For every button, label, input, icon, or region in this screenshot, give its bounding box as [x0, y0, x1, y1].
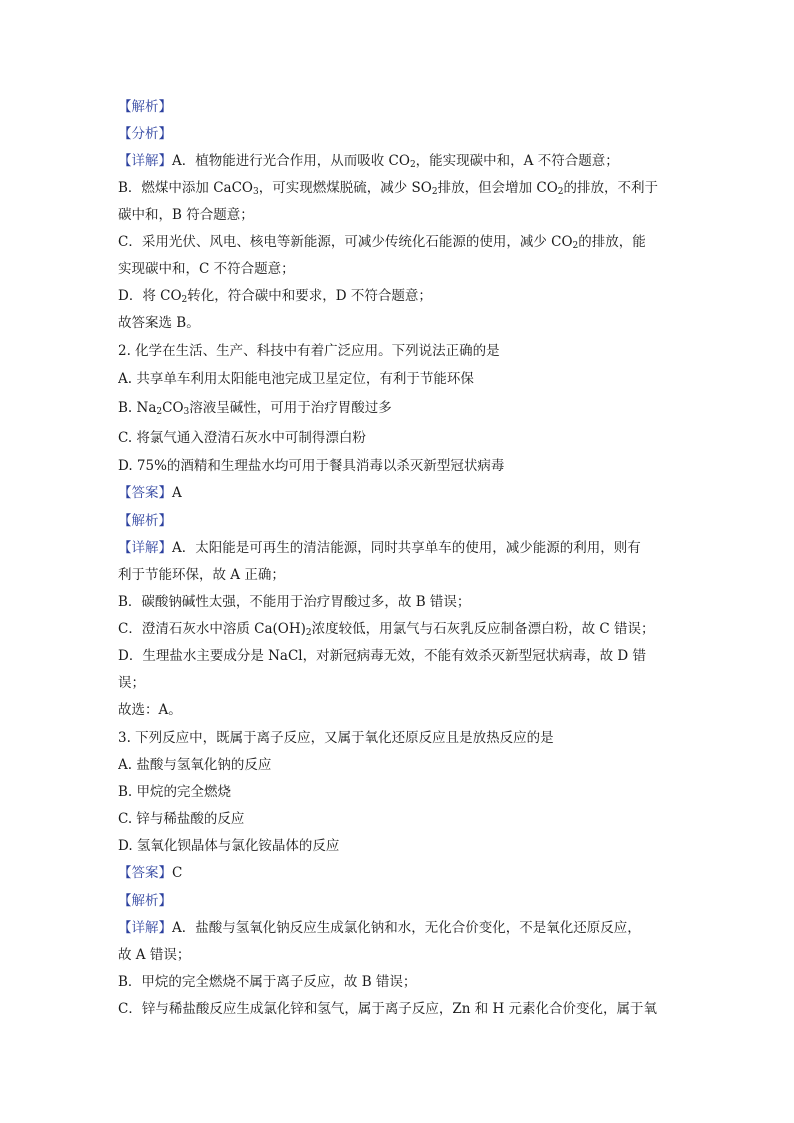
text-segment: C．锌与稀盐酸反应生成氯化锌和氢气，属于离子反应，Zn 和 H 元素化合价变化，属于氧 [118, 1001, 658, 1017]
subscript: 2 [181, 295, 188, 305]
text-segment: B．燃煤中添加 CaCO [118, 180, 253, 196]
text-segment: D. 氢氧化钡晶体与氯化铵晶体的反应 [118, 838, 340, 854]
text-segment: 的排放，不利于 [563, 180, 659, 196]
text-line [118, 700, 688, 720]
text-segment: B. 甲烷的完全燃烧 [118, 784, 232, 800]
section-tag: 【解析】 [118, 513, 172, 529]
text-line [118, 809, 688, 829]
text-segment: 转化，符合碳中和要求，D 不符合题意； [187, 288, 432, 304]
text-line [118, 124, 688, 144]
section-tag: 【答案】 [118, 485, 172, 501]
section-tag: 【详解】 [118, 540, 172, 556]
text-segment: C. 将氯气通入澄清石灰水中可制得漂白粉 [118, 430, 366, 446]
text-line [118, 428, 688, 448]
text-segment: ，能实现碳中和，A 不符合题意； [415, 153, 619, 169]
text-line [118, 728, 688, 748]
text-segment: B．甲烷的完全燃烧不属于离子反应，故 B 错误； [118, 974, 417, 990]
text-segment: C [172, 865, 183, 881]
text-line [118, 863, 688, 883]
text-segment: A. 共享单车利用太阳能电池完成卫星定位，有利于节能环保 [118, 371, 474, 387]
text-line [118, 341, 688, 361]
text-segment: B. Na [118, 400, 157, 416]
subscript: 2 [557, 187, 564, 197]
text-segment: A. 盐酸与氢氧化钠的反应 [118, 757, 272, 773]
text-segment: A．植物能进行光合作用，从而吸收 CO [172, 153, 410, 169]
text-line [118, 178, 688, 198]
section-tag: 【详解】 [118, 920, 172, 936]
text-segment: 3. 下列反应中，既属于离子反应，又属于氧化还原反应且是放热反应的是 [118, 730, 554, 746]
section-tag: 【解析】 [118, 893, 172, 909]
text-line [118, 259, 688, 279]
text-line [118, 511, 688, 531]
subscript: 2 [156, 407, 163, 417]
text-line [118, 205, 688, 225]
text-segment: A．盐酸与氢氧化钠反应生成氯化钠和水，无化合价变化，不是氧化还原反应， [172, 920, 641, 936]
text-segment: D. 75%的酒精和生理盐水均可用于餐具消毒以杀灭新型冠状病毒 [118, 458, 505, 474]
text-segment: ，可实现燃煤脱硫，减少 SO [258, 180, 432, 196]
section-tag: 【详解】 [118, 153, 172, 169]
text-segment: 2. 化学在生活、生产、科技中有着广泛应用。下列说法正确的是 [118, 343, 500, 359]
text-segment: 排放，但会增加 CO [437, 180, 558, 196]
section-tag: 【分析】 [118, 126, 172, 142]
text-line [118, 97, 688, 117]
text-segment: 故 A 错误； [118, 947, 191, 963]
text-segment: 溶液呈碱性，可用于治疗胃酸过多 [189, 400, 392, 416]
text-line [118, 313, 688, 333]
section-tag: 【答案】 [118, 865, 172, 881]
subscript: 3 [253, 187, 259, 197]
text-line [118, 619, 688, 639]
text-line [118, 538, 688, 558]
text-line [118, 755, 688, 775]
text-line [118, 836, 688, 856]
text-line [118, 782, 688, 802]
text-segment: C．澄清石灰水中溶质 Ca(OH) [118, 621, 306, 637]
text-segment: 误； [118, 675, 145, 691]
text-segment: 故答案选 B。 [118, 315, 200, 331]
text-line [118, 891, 688, 911]
subscript: 2 [409, 160, 416, 170]
text-line [118, 945, 688, 965]
text-segment: 故选：A。 [118, 702, 182, 718]
text-line [118, 999, 688, 1019]
subscript: 2 [305, 628, 312, 638]
text-segment: D．生理盐水主要成分是 NaCl，对新冠病毒无效，不能有效杀灭新型冠状病毒，故 D 错 [118, 648, 647, 664]
section-tag: 【解析】 [118, 99, 172, 115]
text-segment: 实现碳中和，C 不符合题意； [118, 261, 295, 277]
text-segment: C. 锌与稀盐酸的反应 [118, 811, 245, 827]
text-segment: C．采用光伏、风电、核电等新能源，可减少传统化石能源的使用，减少 CO [118, 234, 573, 250]
text-line [118, 286, 688, 306]
text-line [118, 673, 688, 693]
text-segment: B．碳酸钠碱性太强，不能用于治疗胃酸过多，故 B 错误； [118, 594, 471, 610]
text-line [118, 646, 688, 666]
text-line [118, 151, 688, 171]
text-line [118, 565, 688, 585]
text-segment: 碳中和，B 符合题意； [118, 207, 254, 223]
text-segment: 利于节能环保，故 A 正确； [118, 567, 285, 583]
subscript: 2 [431, 187, 438, 197]
text-line [118, 232, 688, 252]
text-line [118, 918, 688, 938]
text-segment: 的排放，能 [578, 234, 646, 250]
text-line [118, 483, 688, 503]
text-line [118, 369, 688, 389]
text-line [118, 972, 688, 992]
text-segment: 浓度较低，用氯气与石灰乳反应制备漂白粉，故 C 错误； [311, 621, 655, 637]
text-line [118, 592, 688, 612]
subscript: 3 [183, 407, 190, 417]
text-segment: A．太阳能是可再生的清洁能源，同时共享单车的使用，减少能源的利用，则有 [172, 540, 641, 556]
text-segment: CO [162, 400, 184, 416]
text-segment: D．将 CO [118, 288, 182, 304]
text-line [118, 456, 688, 476]
subscript: 2 [572, 241, 579, 251]
text-line [118, 398, 688, 418]
text-segment: A [172, 485, 182, 501]
